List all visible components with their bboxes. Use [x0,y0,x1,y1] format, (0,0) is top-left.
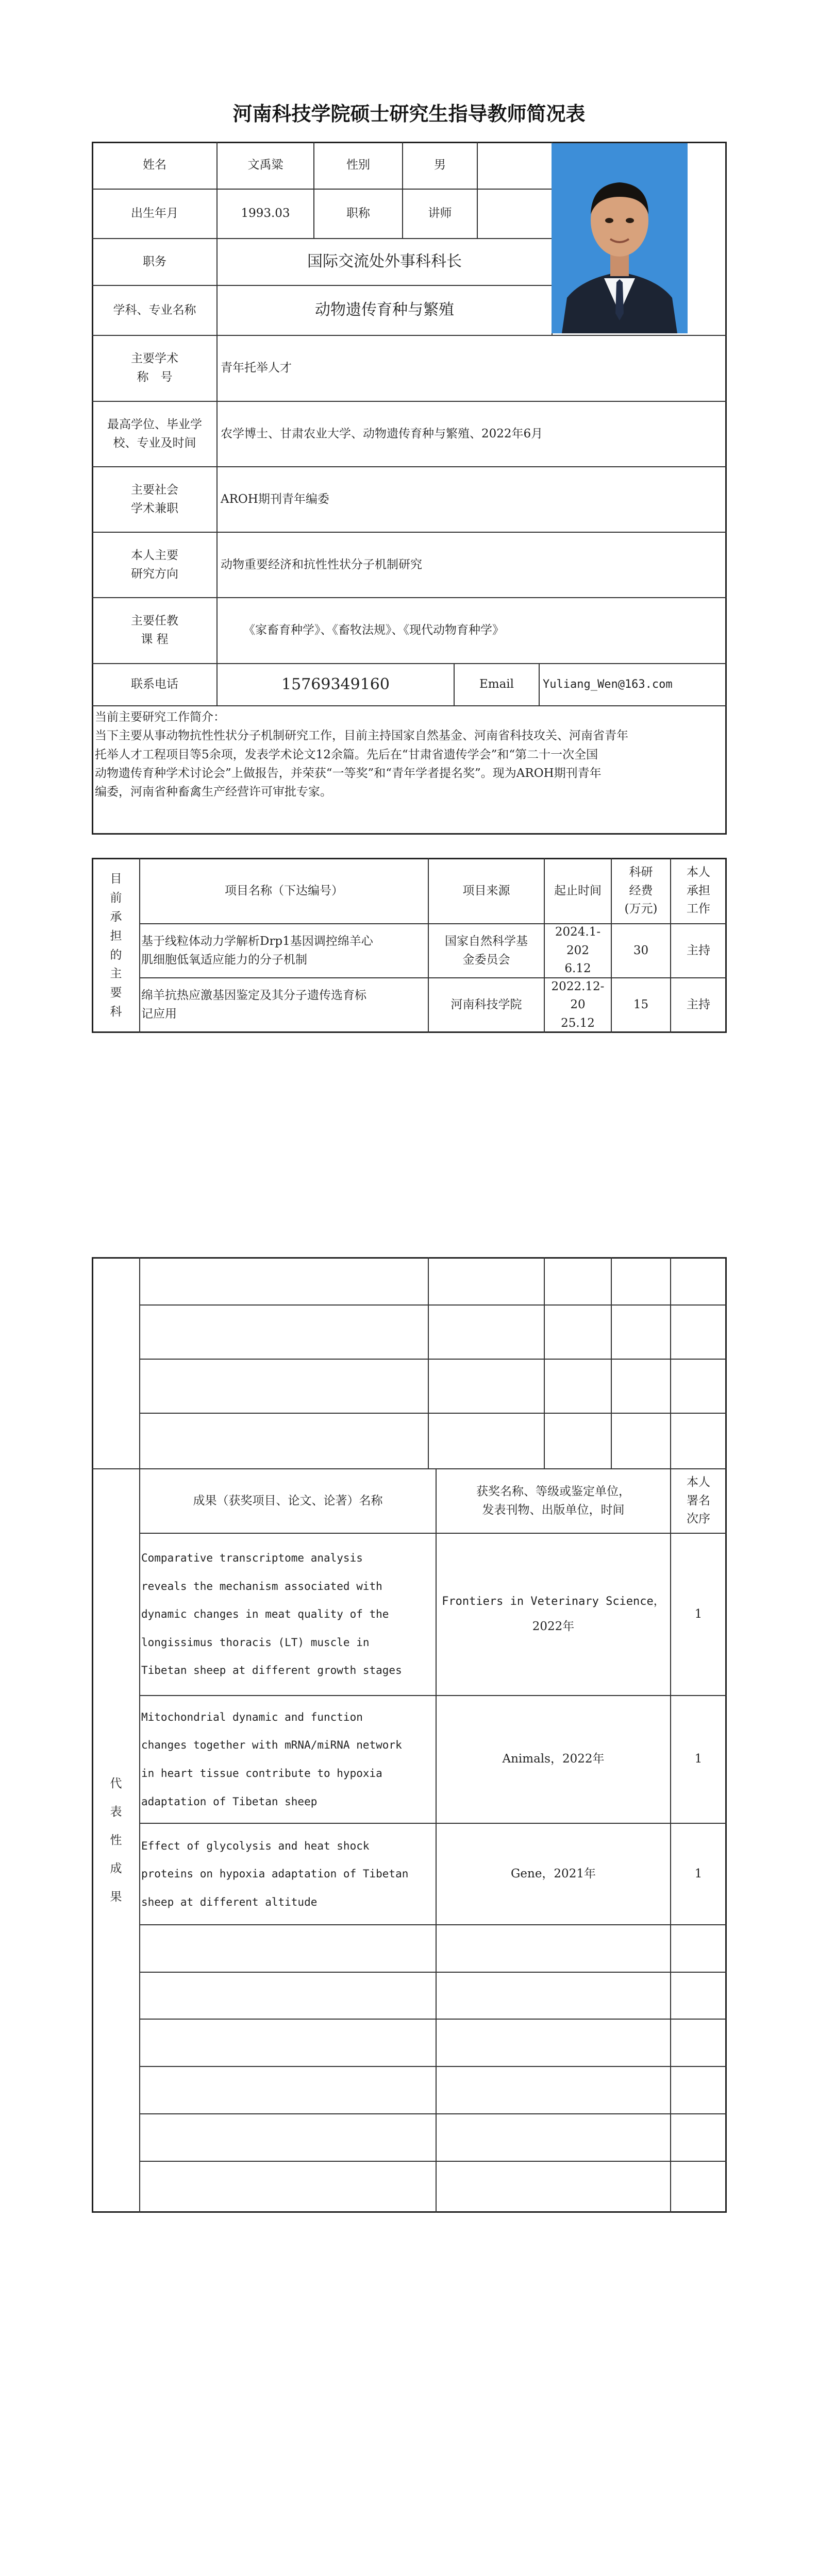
email-label: Email [479,677,514,691]
project-funds: 30 [633,943,649,957]
research-intro [95,707,725,834]
position-value: 国际交流处外事科科长 [307,252,462,271]
project-period: 2022.12-20 25.12 [551,979,605,1030]
name-label: 姓名 [143,158,166,172]
portrait-icon [552,143,688,333]
phone-value: 15769349160 [281,675,390,693]
research-value: 动物重要经济和抗性性状分子机制研究 [221,557,422,571]
name-value: 文禹粱 [247,158,283,172]
achievements-header-rank: 本人 署名 次序 [687,1476,710,1526]
courses-value: 《家畜育种学》、《畜牧法规》、《现代动物育种学》 [243,623,504,637]
degree-value: 农学博士、甘肃农业大学、动物遗传育种与繁殖、2022年6月 [221,427,543,440]
achievements-header-pub: 获奖名称、等级或鉴定单位， 发表刊物、出版单位，时间 [476,1484,630,1517]
social-value: AROH期刊青年编委 [221,492,329,506]
page-title: 河南科技学院硕士研究生指导教师简况表 [232,103,586,125]
research-label: 本人主要 研究方向 [131,548,178,581]
birth-value: 1993.03 [241,207,290,221]
social-label: 主要社会 学术兼职 [131,483,178,515]
portrait-photo [552,143,688,333]
projects-header-role: 本人 承担 工作 [687,866,710,916]
birth-label: 出生年月 [131,207,178,221]
honors-label: 主要学术 称 号 [131,352,178,384]
degree-label: 最高学位、毕业学 校、专业及时间 [107,417,202,450]
project-period: 2024.1-202 6.12 [555,925,601,976]
achievement-publication: Frontiers in Veterinary Science， 2022年 [442,1595,665,1633]
project-role: 主持 [687,998,710,1012]
table-row: 绵羊抗热应激基因鉴定及其分子遗传选育标 记应用 [141,989,366,1021]
achievements-side-label: 代表性成果 [110,1776,122,1904]
intro-line: 托举人才工程项目等5余项，发表学术论文12余篇。先后在“甘肃省遗传学会”和“第二十一次全国 [95,748,598,761]
achievement-rank: 1 [694,1752,703,1766]
projects-header-period: 起止时间 [554,884,602,897]
intro-line: 动物遗传育种学术讨论会”上做报告，并荣获“一等奖”和“青年学者提名奖”。现为AROH期刊青年 [95,766,602,780]
intro-heading: 当前主要研究工作简介： [95,710,225,724]
title-value: 讲师 [428,207,452,221]
title-label: 职称 [346,207,370,221]
phone-label: 联系电话 [131,677,178,691]
projects-side-label: 目前承担的主要科 [110,872,122,1019]
achievement-publication: Gene，2021年 [511,1867,596,1880]
discipline-label: 学科、专业名称 [113,303,196,317]
courses-label: 主要任教 课 程 [131,614,178,646]
project-source: 国家自然科学基 金委员会 [445,934,528,967]
achievement-rank: 1 [694,1607,703,1621]
project-role: 主持 [687,943,710,957]
intro-line: 编委，河南省种畜禽生产经营许可审批专家。 [95,785,332,799]
discipline-value: 动物遗传育种与繁殖 [315,301,454,319]
table-row: Comparative transcriptome analysis reveals the mechanism associated with dynamic changes in meat quality of the longissimus thoracis (LT) muscle in Tibetan sheep at different growth stages [141,1552,402,1677]
achievement-rank: 1 [694,1867,703,1880]
honors-value: 青年托举人才 [221,361,292,375]
projects-header-name: 项目名称（下达编号） [225,884,343,897]
table-row: Mitochondrial dynamic and function changes together with mRNA/miRNA network in heart tissue contribute to hypoxia adaptation of Tibetan sheep [141,1710,402,1808]
table-row: Effect of glycolysis and heat shock proteins on hypoxia adaptation of Tibetan sheep at different altitude [141,1839,409,1908]
achievement-publication: Animals，2022年 [502,1752,605,1766]
email-value: Yuliang_Wen@163.com [543,677,673,691]
gender-value: 男 [434,158,446,172]
gender-label: 性别 [346,158,370,172]
projects-header-funds: 科研 经费 (万元) [624,866,658,916]
projects-header-source: 项目来源 [462,884,510,897]
project-funds: 15 [633,998,649,1012]
position-label: 职务 [143,255,166,268]
project-source: 河南科技学院 [450,998,522,1012]
intro-line: 当下主要从事动物抗性性状分子机制研究工作，目前主持国家自然基金、河南省科技攻关、河南省青年 [95,729,628,743]
table-row: 基于线粒体动力学解析Drp1基因调控绵羊心 肌细胞低氧适应能力的分子机制 [141,934,373,967]
achievements-header-name: 成果（获奖项目、论文、论著）名称 [193,1494,383,1507]
